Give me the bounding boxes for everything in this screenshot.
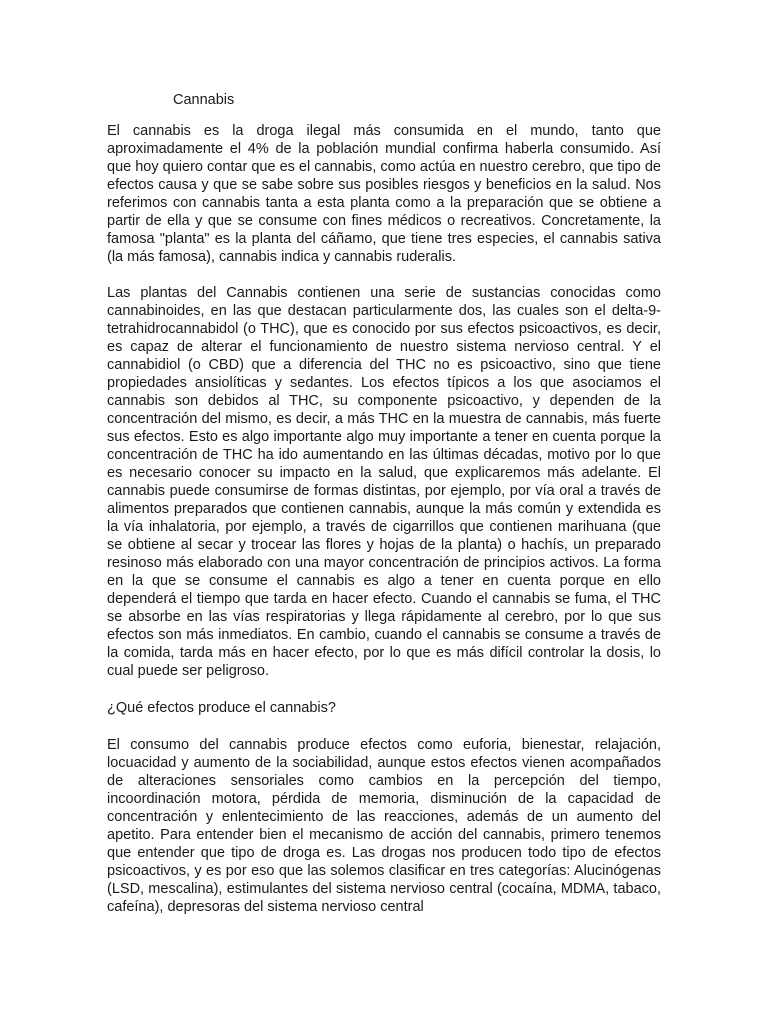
paragraph-effects: El consumo del cannabis produce efectos como euforia, bienestar, relajación, locuacidad y aumento de la sociabilidad, aunque estos efectos vienen acompañados de alteraciones sensoriales como cambios en la percepción del tiempo, incoordinación motora, pérdida de memoria, disminución de la capacidad de concentración y enlentecimiento de las reacciones, además de un aumento del apetito. Para entender bien el mecanismo de acción del cannabis, primero tenemos que entender que tipo de droga es. Las drogas nos producen todo tipo de efectos psicoactivos, y es por eso que las solemos clasificar en tres categorías: Alucinógenas (LSD, mescalina), estimulantes del sistema nervioso central (cocaína, MDMA, tabaco, cafeína), depresoras del sistema nervioso central — [107, 737, 661, 915]
paragraph-intro: El cannabis es la droga ilegal más consumida en el mundo, tanto que aproximadamente el 4% de la población mundial confirma haberla consumido. Así que hoy quiero contar que es el cannabis, como actúa en nuestro cerebro, que tipo de efectos causa y que se sabe sobre sus posibles riesgos y beneficios en la salud. Nos referimos con cannabis tanta a esta planta como a la preparación que se obtiene a partir de ella y que se consume con fines médicos o recreativos. Concretamente, la famosa "planta" es la planta del cáñamo, que tiene tres especies, el cannabis sativa (la más famosa), cannabis indica y cannabis ruderalis. — [107, 123, 661, 265]
document-page — [107, 90, 661, 934]
paragraph-cannabinoids: Las plantas del Cannabis contienen una serie de sustancias conocidas como cannabinoides, en las que destacan particularmente dos, las cuales son el delta-9-tetrahidrocannabidol (o THC), que es conocido por sus efectos psicoactivos, es decir, es capaz de alterar el funcionamiento de nuestro sistema nervioso central. Y el cannabidiol (o CBD) que a diferencia del THC no es psicoactivo, sino que tiene propiedades ansiolíticas y sedantes. Los efectos típicos a los que asociamos el cannabis son debidos al THC, su componente psicoactivo, y dependen de la concentración del mismo, es decir, a más THC en la muestra de cannabis, más fuerte sus efectos. Esto es algo importante algo muy importante a tener en cuenta porque la concentración de THC ha ido aumentando en las últimas décadas, motivo por lo que es necesario conocer su impacto en la salud, que explicaremos más adelante. El cannabis puede consumirse de formas distintas, por ejemplo, por vía oral a través de alimentos preparados que contienen cannabis, aunque la más común y extendida es la vía inhalatoria, por ejemplo, a través de cigarrillos que contienen marihuana (que se obtiene al secar y trocear las flores y hojas de la planta) o hachís, un preparado resinoso más elaborado con una mayor concentración de principios activos. La forma en la que se consume el cannabis es algo a tener en cuenta porque en ello dependerá el tiempo que tarda en hacer efecto. Cuando el cannabis se fuma, el THC se absorbe en las vías respiratorias y llega rápidamente al cerebro, por lo que sus efectos son más inmediatos. En cambio, cuando el cannabis se consume a través de la comida, tarda más en hacer efecto, por lo que es más difícil controlar la dosis, lo cual puede ser peligroso. — [107, 285, 661, 679]
document-title: Cannabis — [173, 92, 235, 108]
section-heading-effects: ¿Qué efectos produce el cannabis? — [107, 700, 336, 716]
